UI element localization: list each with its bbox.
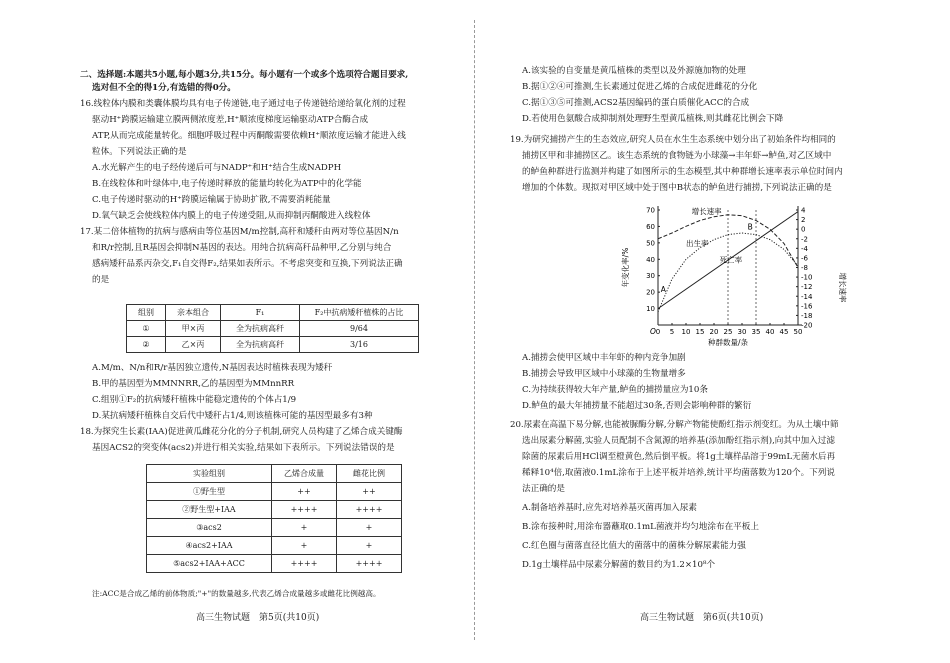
table-cell: 3/16: [300, 337, 419, 353]
table-header: 乙烯合成量: [272, 465, 337, 483]
y-right-tick-label: -14: [801, 292, 813, 301]
y-left-tick-label: 40: [646, 255, 655, 264]
series-label: 死亡率: [719, 255, 743, 265]
y-right-tick-label: -18: [801, 311, 813, 320]
q16-option-b: B.在线粒体和叶绿体中,电子传递时释放的能量均转化为ATP中的化学能: [92, 179, 362, 189]
table-header: 亲本组合: [166, 305, 221, 321]
y-left-tick-label: 20: [646, 288, 655, 297]
x-axis-label: 种群数量/条: [707, 338, 749, 347]
table-cell: 全为抗病高秆: [221, 321, 300, 337]
page-footer: 高三生物试题 第6页(共10页): [640, 613, 764, 623]
x-tick-label: 45: [779, 328, 789, 336]
q20-option-d: D.1g土壤样品中尿素分解菌的数目约为1.2×10⁸个: [522, 560, 716, 570]
q16-line: 16.线粒体内膜和类囊体膜均具有电子传递链,电子通过电子传递链给递给氧化剂的过程: [80, 99, 406, 109]
q18-table: [146, 464, 402, 573]
q20-line: 除菌的尿素后用HCl调至橙黄色,然后倒平板。将1g土壤样品溶于99mL无菌水后再: [522, 452, 836, 462]
table-header: 雌花比例: [337, 465, 402, 483]
table-cell: 全为抗病高秆: [221, 337, 300, 353]
q19-line: 增加的个体数。现拟对甲区域中处于图中B状态的鲈鱼进行捕捞,下列说法正确的是: [522, 183, 832, 193]
table-cell: ++: [272, 483, 337, 501]
q19-option-b: B.捕捞会导致甲区域中小球藻的生物量增多: [522, 369, 686, 379]
table-cell: ①野生型: [147, 483, 272, 501]
x-tick-label: 50: [793, 328, 803, 336]
q20-option-c: C.红色圈与菌落直径比值大的菌落中的菌株分解尿素能力强: [522, 541, 746, 551]
table-row: [127, 321, 419, 337]
x-tick-label: 40: [765, 328, 775, 336]
table-cell: ⑤acs2+IAA+ACC: [147, 555, 272, 573]
y-left-tick-label: 50: [646, 239, 655, 248]
table-header-row: [147, 465, 402, 483]
annotation-a: A: [660, 285, 666, 295]
page-footer: 高三生物试题 第5页(共10页): [196, 613, 320, 623]
series-label: 增长速率: [691, 207, 722, 216]
section-title-2: 选对但不全的得1分,有选错的得0分。: [92, 83, 236, 93]
population-chart: [620, 200, 850, 350]
origin-label: O: [650, 327, 656, 336]
table-cell: ①: [127, 321, 166, 337]
q17-line: 17.某二倍体植物的抗病与感病由等位基因M/m控制,高秆和矮秆由两对等位基因N/n: [80, 227, 399, 237]
q18-line: 18.为探究生长素(IAA)促进黄瓜雌花分化的分子机制,研究人员构建了乙烯合成关键酶: [80, 427, 403, 437]
q16-line: ATP,从而完成能量转化。细胞呼吸过程中丙酮酸需要依赖H⁺顺浓度运输才能进入线: [92, 131, 406, 141]
y-right-tick-label: -4: [801, 244, 808, 253]
x-tick-label: 15: [695, 328, 705, 336]
q16-line: 驱动H⁺跨膜运输建立膜两侧浓度差,H⁺顺浓度梯度运输驱动ATP合酶合成: [92, 115, 369, 125]
table-cell: +: [337, 519, 402, 537]
table-row: [147, 483, 402, 501]
q16-option-d: D.氧气缺乏会使线粒体内膜上的电子传递受阻,从而抑制丙酮酸进入线粒体: [92, 211, 371, 221]
table-row: [127, 337, 419, 353]
table-cell: 9/64: [300, 321, 419, 337]
table-row: [147, 501, 402, 519]
q18-option-b: B.据①②④可推测,生长素通过促进乙烯的合成促进雌花的分化: [522, 82, 758, 92]
q20-option-a: A.制备培养基时,应先对培养基灭菌再加入尿素: [522, 503, 697, 513]
y-right-tick-label: -8: [801, 264, 808, 272]
table-cell: ②野生型+IAA: [147, 501, 272, 519]
table-cell: ④acs2+IAA: [147, 537, 272, 555]
q18-line: 基因ACS2的突变体(acs2)并进行相关实验,结果如下表所示。下列说法错误的是: [92, 443, 395, 453]
q19-line: 的鲈鱼种群进行监测并构建了如图所示的生态模型,其中种群增长速率表示单位时间内: [522, 167, 843, 177]
q20-line: 20.尿素在高温下易分解,也能被脲酶分解,分解产物能使酚红指示剂变红。为从土壤中筛: [510, 420, 839, 430]
q19-option-a: A.捕捞会使甲区域中丰年虾的种内竞争加剧: [522, 353, 686, 363]
q20-line: 稀释10⁴倍,取菌液0.1mL涂布于上述平板并培养,统计平均菌落数为120个。下列说: [522, 468, 835, 478]
y-left-tick-label: 70: [646, 206, 655, 215]
q17-line: 感病矮秆品系丙杂交,F₁自交得F₂,结果如表所示。不考虑突变和互换,下列说法正确: [92, 259, 403, 269]
y-right-tick-label: 4: [801, 206, 806, 215]
q18-option-d: D.若使用色氨酸合成抑制剂处理野生型黄瓜植株,则其雌花比例会下降: [522, 114, 784, 124]
q17-table: [126, 304, 419, 353]
table-header: 组别: [127, 305, 166, 321]
q17-option-c: C.组别①F₂的抗病矮秆植株中能稳定遗传的个体占1/9: [92, 395, 297, 405]
y-right-tick-label: -10: [801, 273, 813, 282]
q17-line: 和R/r控制,且R基因会抑制N基因的表达。用纯合抗病高秆品种甲,乙分别与纯合: [92, 243, 392, 253]
q18-option-a: A.该实验的自变量是黄瓜植株的类型以及外源施加物的处理: [522, 66, 746, 76]
x-tick-label: 20: [709, 328, 719, 336]
y-right-tick-label: 2: [801, 216, 806, 225]
q19-option-d: D.鲈鱼的最大年捕捞量不能超过30条,否则会影响种群的繁衍: [522, 401, 752, 411]
x-tick-label: 10: [681, 328, 691, 336]
y-right-tick-label: 0: [801, 225, 806, 234]
table-header-row: [127, 305, 419, 321]
q17-option-a: A.M/m、N/n和R/r基因独立遗传,N基因表达时植株表现为矮秆: [92, 363, 333, 373]
table-cell: ++++: [272, 501, 337, 519]
x-tick-label: 5: [669, 328, 675, 336]
x-tick-label: 30: [737, 328, 747, 336]
q17-option-b: B.甲的基因型为MMNNRR,乙的基因型为MMnnRR: [92, 379, 295, 389]
y-right-tick-label: -6: [801, 254, 808, 263]
y-right-tick-label: -16: [801, 302, 813, 311]
table-cell: 甲×丙: [166, 321, 221, 337]
section-title: 二、选择题:本题共5小题,每小题3分,共15分。每小题有一个或多个选项符合题目要求,: [80, 70, 409, 80]
table-cell: ++++: [272, 555, 337, 573]
q19-line: 捕捞区甲和非捕捞区乙。该生态系统的食物链为小球藻→丰年虾→鲈鱼,对乙区域中: [522, 151, 832, 161]
table-row: [147, 519, 402, 537]
y-left-tick-label: 30: [646, 272, 655, 281]
annotation-b: B: [747, 222, 753, 232]
table-header: 实验组别: [147, 465, 272, 483]
table-cell: ③acs2: [147, 519, 272, 537]
y-right-tick-label: -12: [801, 283, 813, 292]
series-label: 出生率: [686, 239, 709, 249]
table-cell: ②: [127, 337, 166, 353]
q16-option-c: C.电子传递时驱动的H⁺跨膜运输属于协助扩散,不需要消耗能量: [92, 195, 331, 205]
table-cell: ++++: [337, 555, 402, 573]
table-row: [147, 555, 402, 573]
x-tick-label: 25: [723, 328, 733, 336]
y-right-tick-label: -20: [801, 321, 813, 330]
q18-note: 注:ACC是合成乙烯的前体物质;"+"的数量越多,代表乙烯合成量越多或雌花比例越高。: [92, 589, 381, 598]
y-left-axis-label: 年变化率/%: [621, 247, 630, 288]
y-right-axis-label: 增长速率: [838, 272, 847, 303]
y-left-tick-label: 10: [646, 305, 655, 314]
q20-line: 法正确的是: [522, 484, 565, 494]
table-header: F₂中抗病矮秆植株的占比: [300, 305, 419, 321]
q20-line: 选出尿素分解菌,实验人员配制不含氮源的培养基(添加酚红指示剂),向其中加入过滤: [522, 436, 835, 446]
y-right-tick-label: -2: [801, 235, 808, 244]
table-cell: 乙×丙: [166, 337, 221, 353]
q19-line: 19.为研究捕捞产生的生态效应,研究人员在水生生态系统中划分出了初始条件均相同的: [510, 135, 836, 145]
table-cell: +: [272, 537, 337, 555]
q16-option-a: A.水光解产生的电子经传递后可与NADP⁺和H⁺结合生成NADPH: [92, 163, 342, 173]
table-cell: +: [272, 519, 337, 537]
table-header: F₁: [221, 305, 300, 321]
x-tick-label: 0: [655, 328, 661, 336]
q20-option-b: B.涂布接种时,用涂布器蘸取0.1mL菌液并均匀地涂布在平板上: [522, 522, 759, 532]
page-6: [475, 0, 950, 663]
q17-line: 的是: [92, 275, 110, 285]
table-row: [147, 537, 402, 555]
q17-option-d: D.某抗病矮秆植株自交后代中矮秆占1/4,则该植株可能的基因型最多有3种: [92, 411, 373, 421]
y-left-tick-label: 60: [646, 222, 655, 231]
q16-line: 粒体。下列说法正确的是: [92, 147, 187, 157]
q18-option-c: C.据①③⑤可推测,ACS2基因编码的蛋白质催化ACC的合成: [522, 98, 750, 108]
series-line-出生率: [658, 233, 798, 312]
table-cell: +: [337, 537, 402, 555]
table-cell: ++: [337, 483, 402, 501]
q19-option-c: C.为持续获得较大年产量,鲈鱼的捕捞量应为10条: [522, 385, 708, 395]
x-tick-label: 35: [751, 328, 761, 336]
table-cell: ++++: [337, 501, 402, 519]
